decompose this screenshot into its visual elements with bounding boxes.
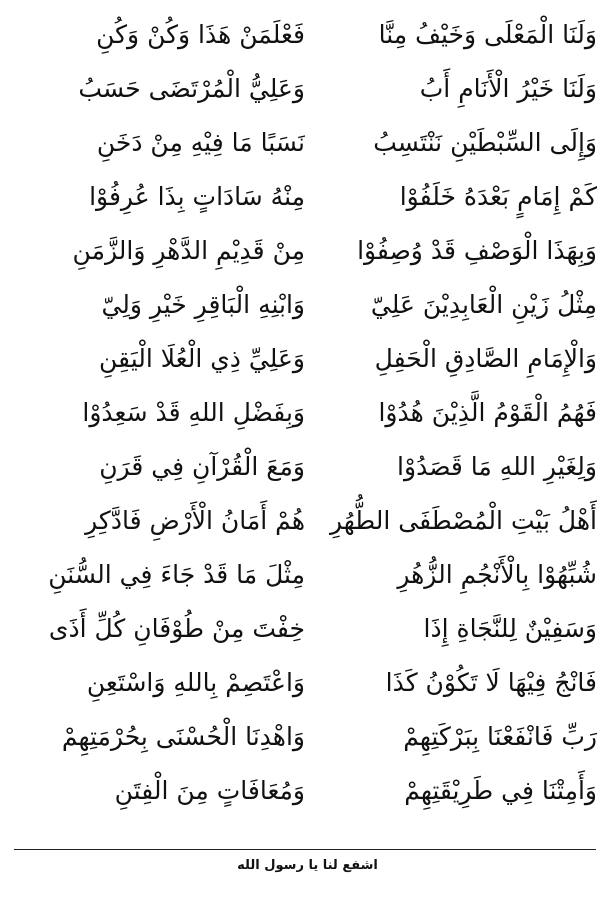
verse-first-hemistich: وَلِغَيْرِ اللهِ مَا قَصَدُوْا xyxy=(397,452,597,481)
verse-row xyxy=(0,386,615,440)
verse-second-hemistich: وَعَلِيُّ الْمُرْتَضَى حَسَبُ xyxy=(78,74,305,103)
verse-first-hemistich: فَانْجُ فِيْهَا لَا تَكُوْنُ كَذَا xyxy=(385,668,597,697)
verse-row xyxy=(0,278,615,332)
verse-row xyxy=(0,440,615,494)
verse-row xyxy=(0,764,615,818)
verse-second-hemistich: مِثْلَ مَا قَدْ جَاءَ فِي السُّنَنِ xyxy=(48,560,305,589)
verse-row xyxy=(0,494,615,548)
verse-second-hemistich: وَبِفَضْلِ اللهِ قَدْ سَعِدُوْا xyxy=(82,398,305,427)
verse-first-hemistich: وَبِهَذَا الْوَصْفِ قَدْ وُصِفُوْا xyxy=(357,236,597,265)
verse-second-hemistich: مِنْ قَدِيْمِ الدَّهْرِ وَالزَّمَنِ xyxy=(72,236,305,265)
verse-row xyxy=(0,332,615,386)
verse-second-hemistich: وَاهْدِنَا الْحُسْنَى بِحُرْمَتِهِمْ xyxy=(61,722,305,751)
footer-divider xyxy=(14,849,596,850)
verse-first-hemistich: وَسَفِيْنٌ لِلنَّجَاةِ إِذَا xyxy=(423,614,597,643)
verse-row xyxy=(0,602,615,656)
verse-second-hemistich: خِفْتَ مِنْ طُوْفَانِ كُلِّ أَذَى xyxy=(48,614,305,643)
verse-first-hemistich: شُبِّهُوْا بِالْأَنْجُمِ الزُّهُرِ xyxy=(397,560,597,589)
verse-first-hemistich: وَالْإِمَامِ الصَّادِقِ الْحَفِلِ xyxy=(374,344,597,373)
verse-first-hemistich: مِثْلُ زَيْنِ الْعَابِدِيْنَ عَلِيّ xyxy=(370,290,597,319)
verse-second-hemistich: وَعَلِيِّ ذِي الْعُلَا الْيَقِنِ xyxy=(99,344,305,373)
verse-row xyxy=(0,8,615,62)
verse-row xyxy=(0,170,615,224)
verse-first-hemistich: وَإِلَى السِّبْطَيْنِ نَنْتَسِبُ xyxy=(373,128,597,157)
verse-second-hemistich: وَمَعَ الْقُرْآنِ فِي قَرَنِ xyxy=(99,452,305,481)
verse-row xyxy=(0,116,615,170)
verse-second-hemistich: فَعْلَمَنْ هَذَا وَكُنْ وَكُنِ xyxy=(96,20,305,49)
verse-first-hemistich: كَمْ إِمَامٍ بَعْدَهُ خَلَفُوْا xyxy=(399,182,597,211)
poem xyxy=(0,8,615,818)
page-footer: اشفع لنا يا رسول الله xyxy=(237,858,378,873)
verse-second-hemistich: وَمُعَافَاتٍ مِنَ الْفِتَنِ xyxy=(114,776,305,805)
verse-first-hemistich: وَأَمِتْنَا فِي طَرِيْقَتِهِمْ xyxy=(404,776,597,805)
verse-row xyxy=(0,656,615,710)
verse-second-hemistich: وَاعْتَصِمْ بِاللهِ وَاسْتَعِنِ xyxy=(86,668,305,697)
verse-first-hemistich: فَهُمُ الْقَوْمُ الَّذِيْنَ هُدُوْا xyxy=(378,398,597,427)
verse-first-hemistich: وَلَنَا خَيْرُ الْأَنَامِ أَبُ xyxy=(419,74,597,103)
verse-second-hemistich: نَسَبًا مَا فِيْهِ مِنْ دَخَنِ xyxy=(96,128,305,157)
verse-second-hemistich: مِنْهُ سَادَاتٍ بِذَا عُرِفُوْا xyxy=(89,182,305,211)
verse-second-hemistich: هُمْ أَمَانُ الْأَرْضِ فَادَّكِرِ xyxy=(85,506,305,535)
verse-second-hemistich: وَابْنِهِ الْبَاقِرِ خَيْرِ وَلِيّ xyxy=(101,290,305,319)
verse-row xyxy=(0,548,615,602)
verse-first-hemistich: أَهْلُ بَيْتِ الْمُصْطَفَى الطُّهُرِ xyxy=(329,506,597,535)
verse-row xyxy=(0,224,615,278)
verse-first-hemistich: رَبِّ فَانْفَعْنَا بِبَرْكَتِهِمْ xyxy=(403,722,597,751)
verse-row xyxy=(0,710,615,764)
verse-first-hemistich: وَلَنَا الْمَعْلَى وَخَيْفُ مِنَّا xyxy=(378,20,597,49)
verse-row xyxy=(0,62,615,116)
